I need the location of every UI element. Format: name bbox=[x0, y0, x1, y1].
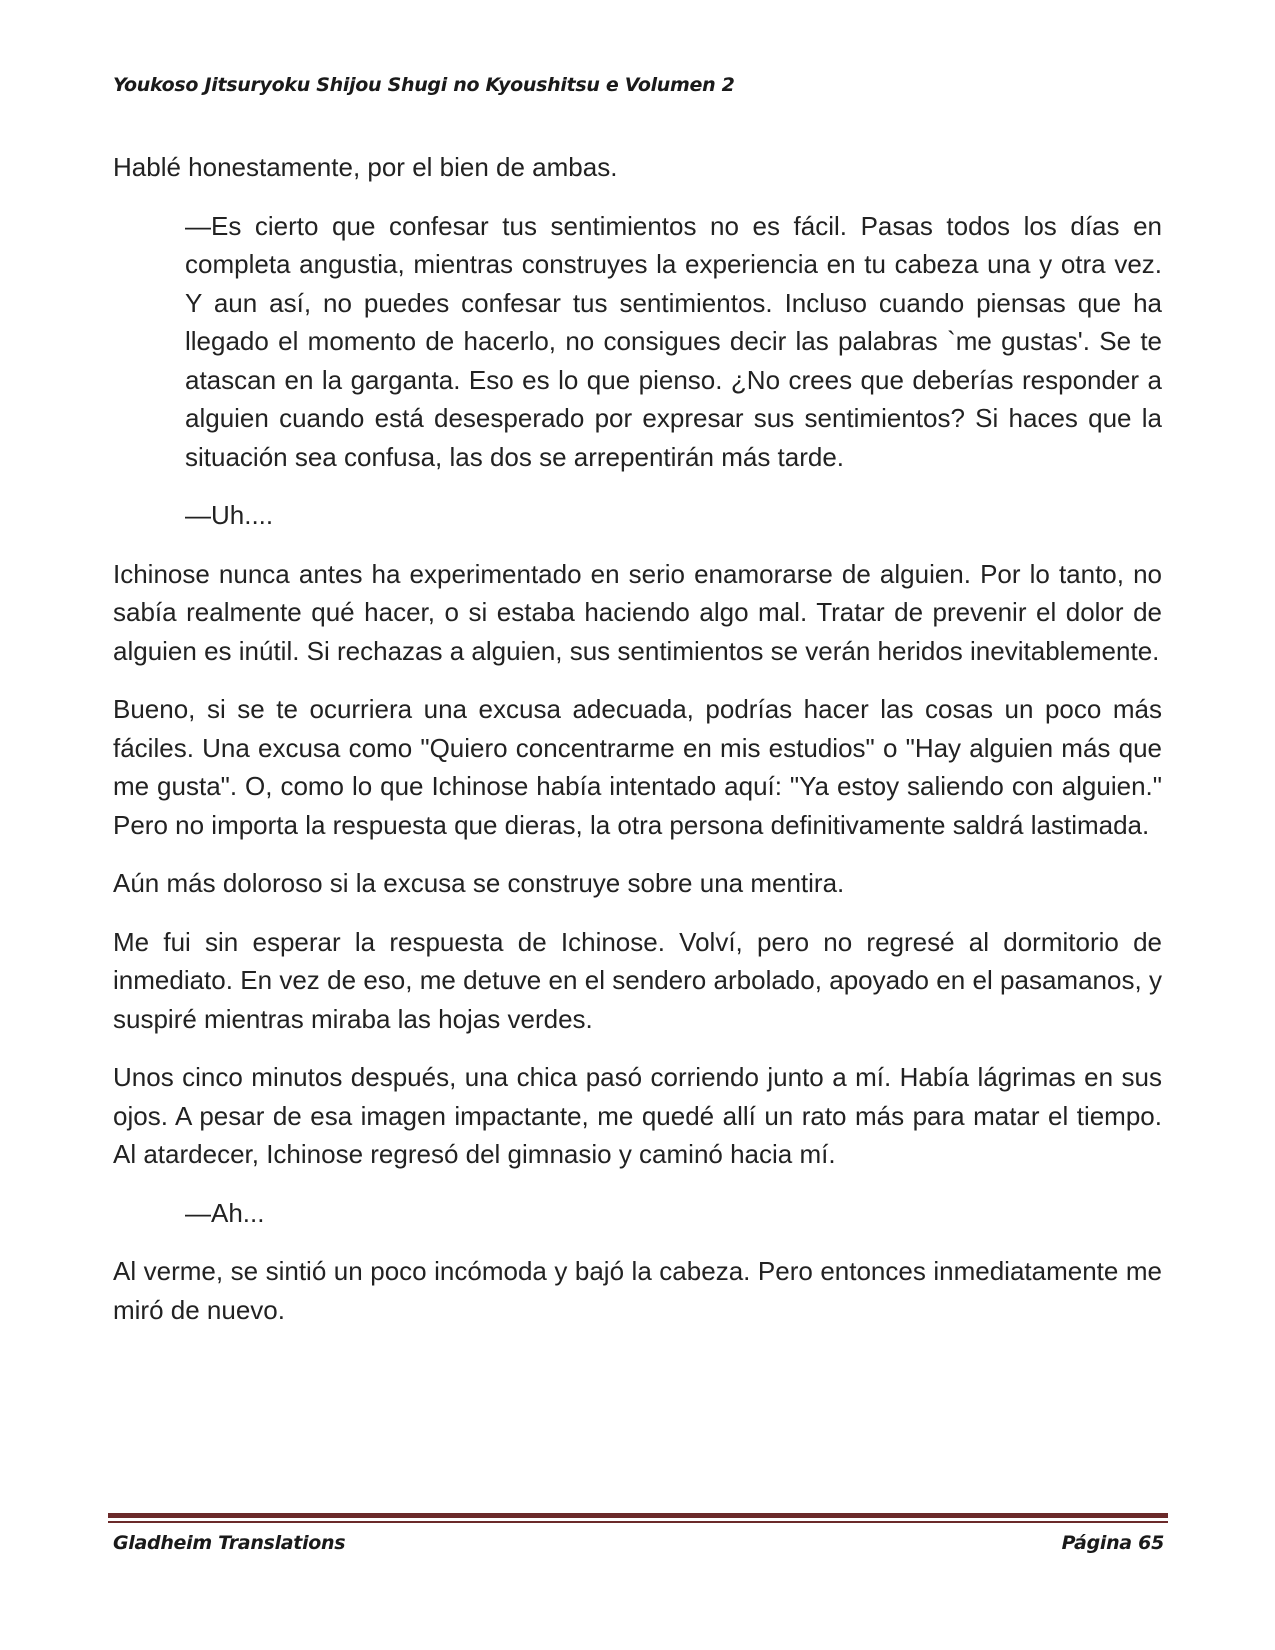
footer-translator-credit: Gladheim Translations bbox=[113, 1532, 346, 1554]
paragraph: Hablé honestamente, por el bien de ambas. bbox=[113, 152, 618, 182]
dialogue-paragraph: —Uh.... bbox=[185, 500, 274, 530]
paragraph: Al verme, se sintió un poco incómoda y bajó la cabeza. Pero entonces inmediatamente me miró de nuevo. bbox=[113, 1256, 1162, 1325]
footer-divider-thin bbox=[108, 1521, 1168, 1523]
dialogue-paragraph: —Ah... bbox=[185, 1197, 265, 1228]
paragraph: Ichinose nunca antes ha experimentado en serio enamorarse de alguien. Por lo tanto, no sabía realmente qué hacer, o si estaba haciendo algo mal. Tratar de prevenir el dolor de alguien es inútil. Si rechazas a alguien, sus sentimientos se verán heridos inevitablemente. bbox=[113, 558, 1162, 666]
paragraph: Aún más doloroso si la excusa se construye sobre una mentira. bbox=[113, 868, 845, 898]
paragraph: Me fui sin esperar la respuesta de Ichinose. Volví, pero no regresé al dormitorio de inmediato. En vez de eso, me detuve en el sendero arbolado, apoyado en el pasamanos, y suspiré mientras miraba las hojas verdes. bbox=[113, 926, 1162, 1034]
paragraph: Unos cinco minutos después, una chica pasó corriendo junto a mí. Había lágrimas en sus ojos. A pesar de esa imagen impactante, me quedé allí un rato más para matar el tiempo. Al atardecer, Ichinose regresó del gimnasio y caminó hacia mí. bbox=[113, 1062, 1162, 1169]
page-body bbox=[113, 148, 1162, 1349]
running-header-title: Youkoso Jitsuryoku Shijou Shugi no Kyoushitsu e Volumen 2 bbox=[113, 74, 735, 96]
footer-divider-thick bbox=[108, 1513, 1168, 1518]
footer-page-number: Página 65 bbox=[1061, 1532, 1164, 1554]
dialogue-paragraph: —Es cierto que confesar tus sentimientos no es fácil. Pasas todos los días en completa angustia, mientras construyes la experiencia en tu cabeza una y otra vez. Y aun así, no puedes confesar tus sentimientos. Incluso cuando piensas que ha llegado el momento de hacerlo, no consigues decir las palabras `me gustas'. Se te atascan en la garganta. Eso es lo que pienso. ¿No crees que deberías responder a alguien cuando está desesperado por expresar sus sentimientos? Si haces que la situación sea confusa, las dos se arrepentirán más tarde. bbox=[185, 210, 1162, 472]
paragraph: Bueno, si se te ocurriera una excusa adecuada, podrías hacer las cosas un poco más fáciles. Una excusa como "Quiero concentrarme en mis estudios" o "Hay alguien más que me gusta". O, como lo que Ichinose había intentado aquí: "Ya estoy saliendo con alguien." Pero no importa la respuesta que dieras, la otra persona definitivamente saldrá lastimada. bbox=[113, 694, 1162, 840]
